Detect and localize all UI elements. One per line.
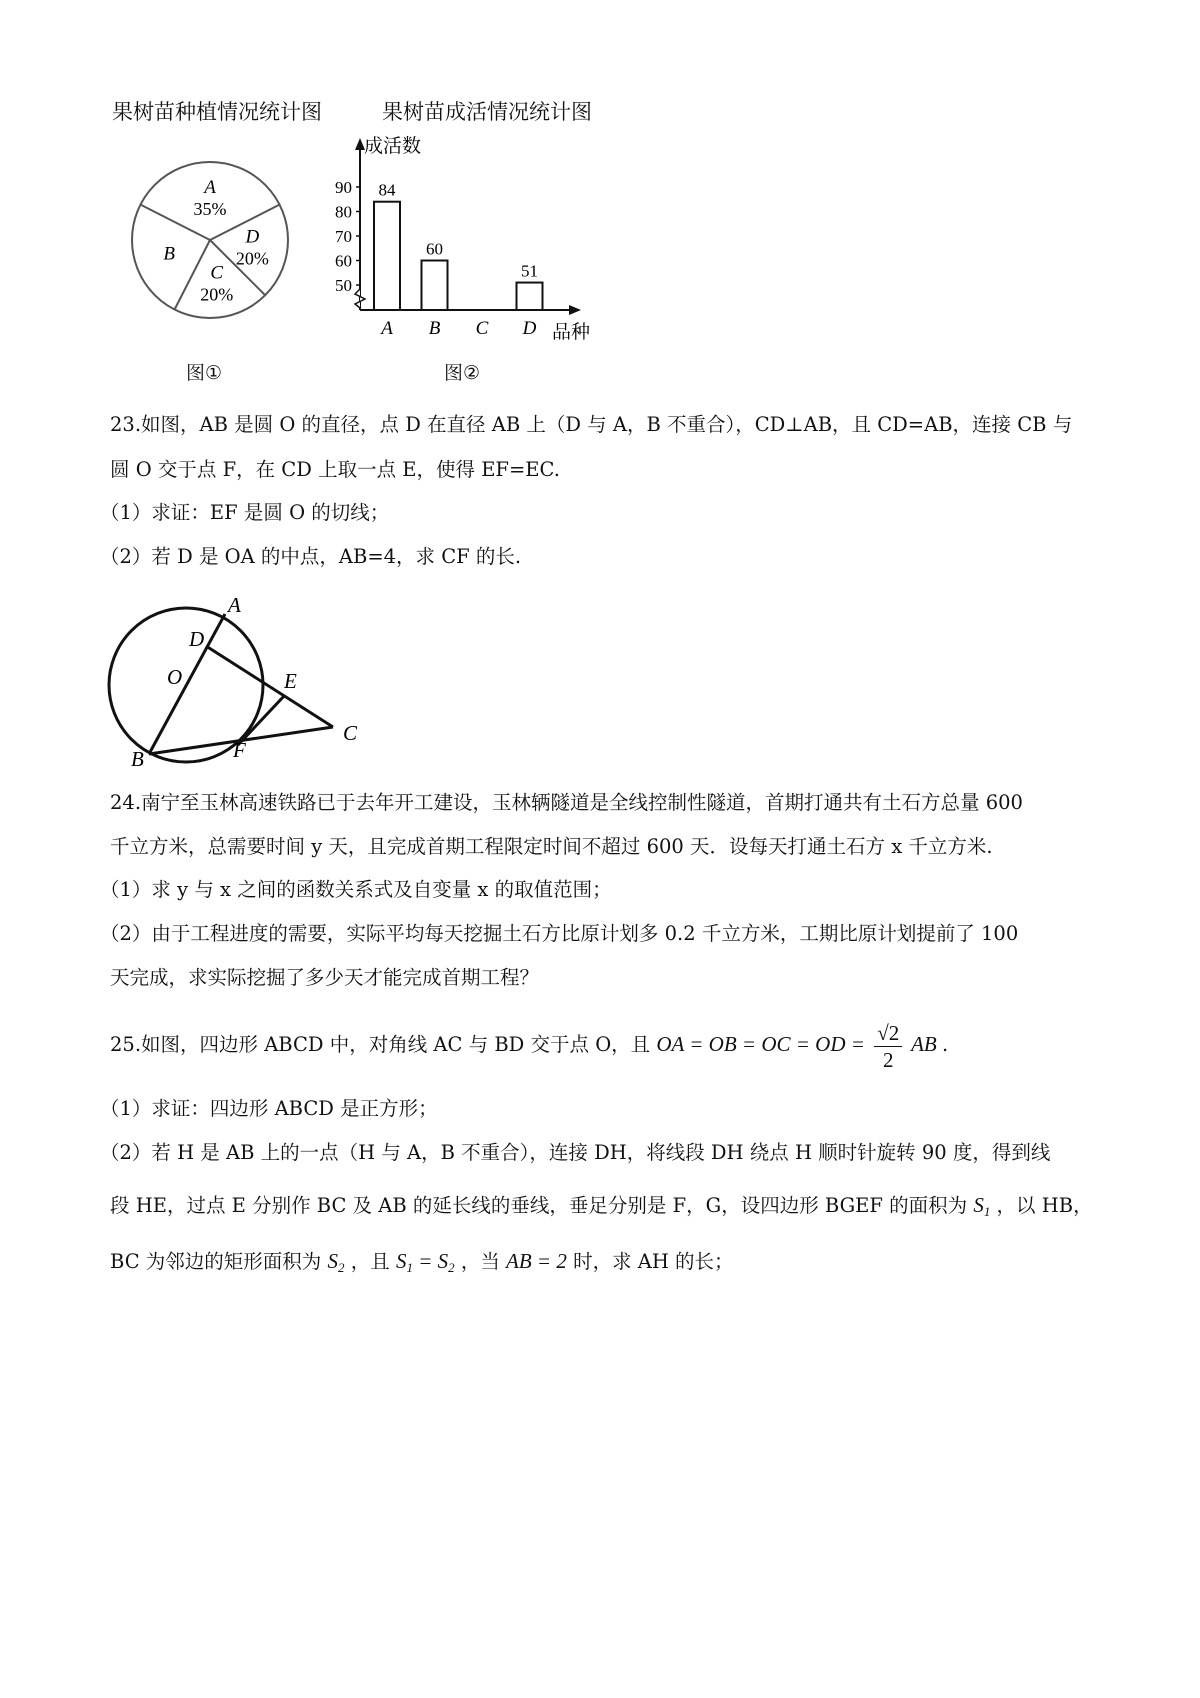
bar-y-axis-label: 成活数 — [364, 136, 422, 157]
pie-slice-percent-c: 20% — [200, 284, 234, 305]
segment-dc — [206, 646, 333, 727]
bar-y-tick-label: 80 — [335, 202, 352, 222]
bar-chart — [320, 130, 610, 350]
bar-x-axis-arrow — [569, 305, 581, 315]
pie-chart — [120, 150, 320, 330]
q25-line3-mid: ，且 — [350, 1250, 390, 1273]
label-o: O — [167, 665, 183, 689]
q25-part2-line2 — [110, 1190, 1093, 1227]
q24-stem-line1: 24.南宁至玉林高速铁路已于去年开工建设，玉林辆隧道是全线控制性隧道，首期打通共有土石方总量 600 — [110, 791, 1023, 814]
q25-fraction-numerator: √2 — [874, 1020, 902, 1047]
q25-period: . — [942, 1033, 949, 1056]
label-b: B — [131, 747, 144, 771]
bar-x-axis-label: 品种 — [552, 322, 591, 343]
diameter-ab — [149, 614, 225, 754]
q23-part2: （2）若 D 是 OA 的中点，AB=4，求 CF 的长. — [100, 545, 522, 568]
bar-y-tick-label: 50 — [335, 276, 352, 295]
q23-geometry-figure — [100, 590, 380, 780]
bar-chart-title: 果树苗成活情况统计图 — [382, 100, 592, 124]
bar-category-label-c: C — [475, 318, 489, 339]
bar-b — [422, 261, 448, 311]
q25-fraction — [874, 1020, 902, 1073]
q25-formula-lhs: OA = OB = OC = OD = — [656, 1032, 865, 1056]
q24-part1: （1）求 y 与 x 之间的函数关系式及自变量 x 的取值范围； — [100, 878, 612, 901]
label-e: E — [284, 669, 297, 693]
pie-slice-label-b: B — [163, 243, 176, 265]
q25-fraction-denominator: 2 — [882, 1047, 894, 1072]
pie-chart-title: 果树苗种植情况统计图 — [112, 100, 322, 124]
label-c: C — [343, 721, 358, 745]
bar-category-label-a: A — [381, 318, 393, 339]
q25-formula-rhs: AB — [911, 1032, 937, 1056]
bar-axis-break — [355, 289, 365, 308]
bar-data-label-a: 84 — [378, 180, 396, 200]
bar-data-label-d: 51 — [521, 261, 538, 281]
q25-line3-end: 时，求 AH 的长； — [573, 1250, 734, 1273]
bar-data-label-b: 60 — [426, 239, 443, 259]
pie-slice-label-d: D — [245, 226, 260, 248]
bar-y-tick-label: 60 — [335, 251, 352, 271]
q25-stem — [110, 1016, 948, 1073]
pie-slice-percent-a: 35% — [193, 199, 227, 220]
s1-symbol: $S_1$ — [973, 1193, 991, 1219]
figure-2-caption: 图② — [444, 362, 481, 384]
q25-line3-mid2: ，当 — [460, 1250, 500, 1273]
bar-y-tick-label: 70 — [335, 227, 352, 246]
q25-part2-line1: （2）若 H 是 AB 上的一点（H 与 A，B 不重合），连接 DH，将线段 DH 绕点 H 顺时针旋转 90 度，得到线 — [100, 1141, 1051, 1164]
label-f: F — [233, 738, 246, 762]
q25-part2-line3 — [110, 1246, 734, 1283]
q25-line3-start: BC 为邻边的矩形面积为 — [110, 1250, 322, 1273]
ab-equals-2: AB = 2 — [506, 1249, 567, 1273]
q24-stem-line2: 千立方米，总需要时间 y 天，且完成首期工程限定时间不超过 600 天．设每天打通土石方 x 千立方米. — [110, 835, 993, 858]
s1-equals-s2: $S_1 = S_2$ — [395, 1249, 455, 1275]
q25-part1: （1）求证：四边形 ABCD 是正方形； — [100, 1097, 438, 1120]
q23-part1: （1）求证：EF 是圆 O 的切线； — [100, 501, 390, 524]
bar-category-label-d: D — [522, 318, 537, 339]
q25-formula — [656, 1020, 942, 1072]
s2-symbol: $S_2$ — [327, 1249, 345, 1275]
q25-intro: 25.如图，四边形 ABCD 中，对角线 AC 与 BD 交于点 O，且 — [110, 1033, 651, 1056]
q25-part2-line2-end: ，以 HB， — [996, 1194, 1093, 1217]
pie-slice-label-a: A — [204, 177, 216, 199]
pie-slice-percent-d: 20% — [235, 248, 269, 269]
q23-stem-line2: 圆 O 交于点 F，在 CD 上取一点 E，使得 EF=EC. — [110, 458, 560, 481]
q25-part2-line2-text: 段 HE，过点 E 分别作 BC 及 AB 的延长线的垂线，垂足分别是 F，G，设四边形 BGEF 的面积为 — [110, 1194, 968, 1217]
bar-a — [374, 202, 400, 310]
bar-d — [517, 283, 543, 310]
bar-y-tick-label: 90 — [335, 178, 352, 197]
label-a: A — [228, 593, 241, 617]
pie-slice-label-c: C — [210, 262, 224, 284]
q24-part2-line2: 天完成，求实际挖掘了多少天才能完成首期工程？ — [110, 966, 540, 989]
q23-stem-line1: 23.如图，AB 是圆 O 的直径，点 D 在直径 AB 上（D 与 A，B 不重合），CD⊥AB，且 CD=AB，连接 CB 与 — [110, 413, 1073, 436]
label-d: D — [189, 627, 205, 651]
figure-1-caption: 图① — [186, 362, 223, 384]
q24-part2-line1: （2）由于工程进度的需要，实际平均每天挖掘土石方比原计划多 0.2 千立方米，工期比原计划提前了 100 — [100, 922, 1019, 945]
bar-category-label-b: B — [428, 318, 441, 339]
